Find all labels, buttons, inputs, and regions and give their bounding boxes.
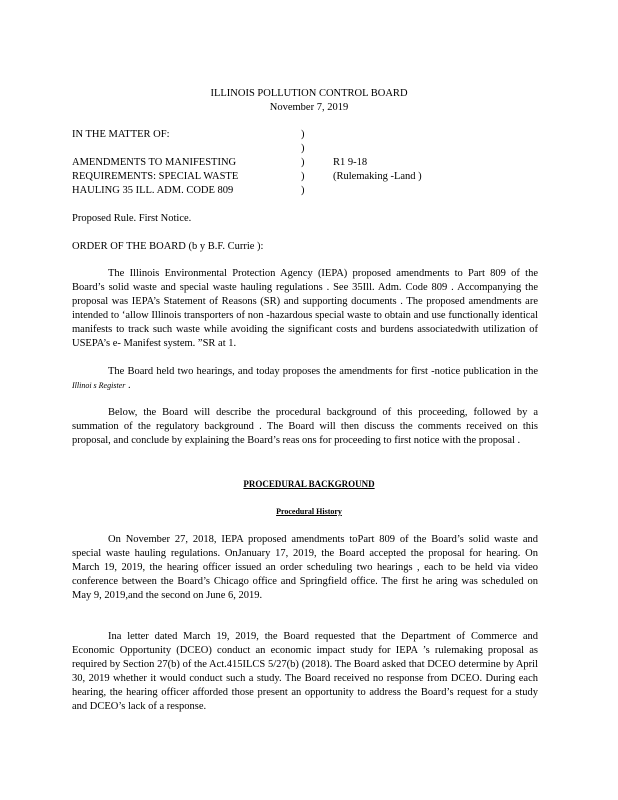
body-paragraph-1	[72, 267, 538, 351]
body-paragraph-4	[72, 533, 538, 603]
paragraph-text: On November 27, 2018, IEPA proposed amendments toPart 809 of the Board’s solid waste and special waste hauling regulations. OnJanuary 17, 2019, the Board accepted the proposal for hearing. On March 19, 2019, the hearing officer issued an order scheduling two hearings , each to be held via video conference between the Board’s Chicago office and Springfield office. The first he aring was scheduled on May 9, 2019,and the second on June 6, 2019.	[72, 534, 538, 601]
section-heading	[0, 478, 618, 490]
subsection-heading	[0, 506, 618, 518]
paragraph-text: Ina letter dated March 19, 2019, the Board requested that the Department of Commerce and Economic Opportunity (DCEO) conduct an economic impact study for IEPA ’s rulemaking proposal as required by Section 27(b) of the Act.415ILCS 5/27(b) (2018). The Board asked that DCEO determine by April 30, 2019 whether it would conduct such a study. The Board received no response from DCEO. During each hearing, the hearing officer afforded those present an opportunity to address the Board’s request for a study and DCEO’s lack of a response.	[72, 631, 538, 712]
agency-title: ILLINOIS POLLUTION CONTROL BOARD	[210, 88, 408, 99]
docket-type: (Rulemaking -Land )	[333, 171, 422, 182]
paragraph-text-start: The Board held two hearings, and today proposes the amendments for first -notice publication in the	[108, 366, 538, 377]
paragraph-text: The Illinois Environmental Protection Agency (IEPA) proposed amendments to Part 809 of the Board’s solid waste and special waste hauling regulations . See 35Ill. Adm. Code 809 . Accompanying the proposal was IEPA’s Statement of Reasons (SR) and supporting documents . The proposed amendments are intended to ‘allow Illinois transporters of non -hazardous special waste to obtain and use functionally identical manifests to track such waste while avoiding the significant costs and burdens associatedwith utilization of USEPA’s e- Manifest system. ”SR at 1.	[72, 268, 538, 349]
caption-left-line: REQUIREMENTS: SPECIAL WASTE	[72, 171, 239, 182]
caption-left-line: AMENDMENTS TO MANIFESTING	[72, 157, 237, 168]
register-title: Illinoi s Register	[72, 381, 126, 390]
caption-paren: )	[301, 129, 305, 140]
body-paragraph-5	[72, 630, 538, 714]
proposal-notice: Proposed Rule. First Notice.	[72, 213, 192, 224]
caption-left-line: IN THE MATTER OF:	[72, 129, 170, 140]
order-line: ORDER OF THE BOARD (b y B.F. Currie ):	[72, 241, 264, 252]
section-heading-text: PROCEDURAL BACKGROUND	[243, 479, 375, 489]
body-paragraph-3	[72, 406, 538, 448]
caption-paren: )	[301, 143, 305, 154]
document-date: November 7, 2019	[269, 102, 349, 113]
paragraph-text	[72, 365, 538, 393]
caption-paren: )	[301, 157, 305, 168]
body-paragraph-2	[72, 365, 538, 393]
paragraph-text-end: .	[125, 380, 131, 391]
docket-number: R1 9-18	[333, 157, 368, 168]
caption-paren: )	[301, 185, 305, 196]
caption-left-line: HAULING 35 ILL. ADM. CODE 809	[72, 185, 234, 196]
caption-paren: )	[301, 171, 305, 182]
paragraph-text: Below, the Board will describe the procedural background of this proceeding, followed by a summation of the regulatory background . The Board will then discuss the comments received on this proposal, and conclude by explaining the Board’s reas ons for proceeding to first notice with the proposal .	[72, 407, 538, 446]
subsection-heading-text: Procedural History	[276, 507, 342, 516]
